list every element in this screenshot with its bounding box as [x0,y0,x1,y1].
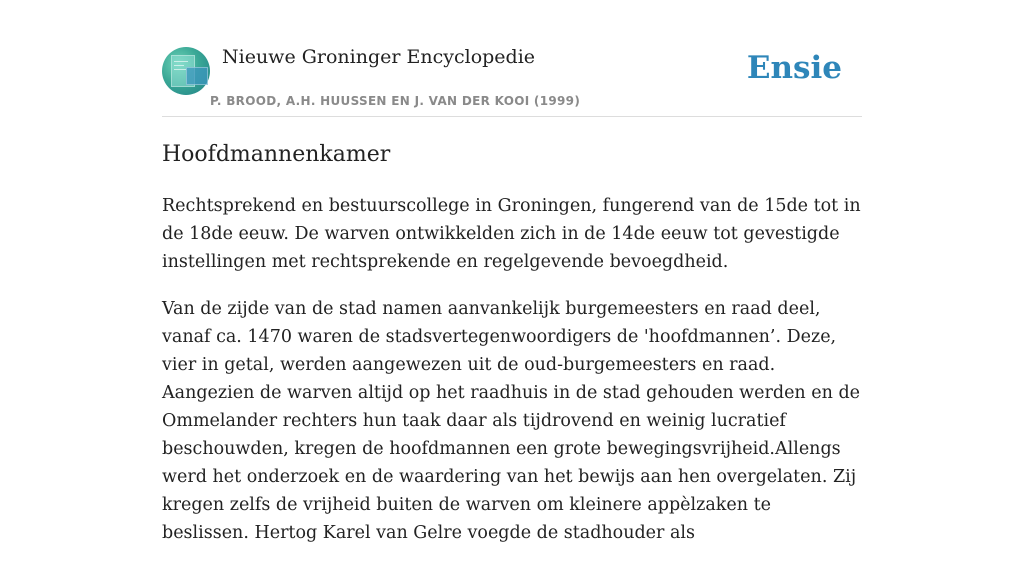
book-header [162,40,862,117]
cover-line [174,69,186,70]
cover-line [174,61,188,62]
cover-line [174,65,184,66]
cover-page-shape [186,67,208,85]
article-paragraph: Rechtsprekend en bestuurscollege in Groningen, fungerend van de 15de tot in de 18de eeuw. De warven ontwikkelden zich in de 14de eeuw tot gevestigde instellingen met rechtsprekende en regelgevende bevoegdheid. [162,196,861,272]
article-body [162,192,862,566]
book-title-link[interactable]: Nieuwe Groninger Encyclopedie [222,46,536,68]
article-paragraph: Van de zijde van de stad namen aanvankelijk burgemeesters en raad deel, vanaf ca. 1470 waren de stadsvertegenwoordigers de 'hoofdmannen’. Deze, vier in getal, werden aangewezen uit de oud-burgemeesters en raad. Aangezien de warven altijd op het raadhuis in de stad gehouden werden en de Ommelander rechters hun taak daar als tijdrovend en weinig lucratief beschouwden, kregen de hoofdmannen een grote bewegingsvrijheid.Allengs werd het onderzoek en de waardering van het bewijs aan hen overgelaten. Zij kregen zelfs de vrijheid buiten de warven om kleinere appèlzaken te beslissen. Hertog Karel van Gelre voegde de stadhouder als [162,299,861,543]
ensie-logo[interactable]: Ensie [746,50,842,86]
article-title: Hoofdmannenkamer [162,142,391,167]
book-cover-icon[interactable] [162,47,210,95]
book-authors: P. BROOD, A.H. HUUSSEN EN J. VAN DER KOOI (1999) [210,94,581,108]
